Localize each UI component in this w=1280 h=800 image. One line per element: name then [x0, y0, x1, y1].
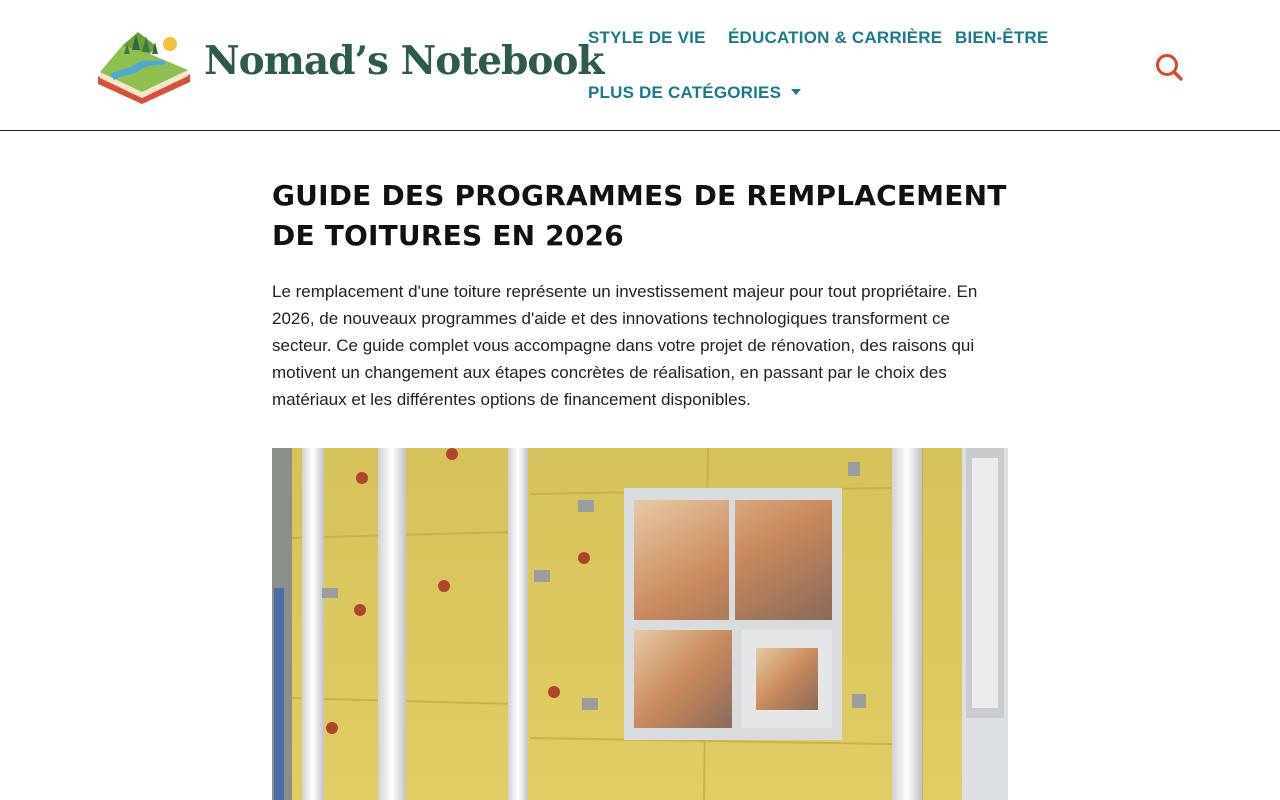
- nav-item-plus-de-categories-label: PLUS DE CATÉGORIES: [588, 83, 782, 102]
- nav-item-style-de-vie[interactable]: STYLE DE VIE: [588, 28, 706, 47]
- article-intro: Le remplacement d'une toiture représente un investissement majeur pour tout propriétaire. En 2026, de nouveaux programmes d'aide et des innovations technologiques transforment ce secteur. Ce guide complet vous accompagne dans votre projet de rénovation, des raisons qui motivent un changement aux étapes concrètes de réalisation, en passant par le choix des matériaux et les différentes options de financement disponibles.: [272, 282, 978, 409]
- site-logo-link[interactable]: [92, 24, 604, 104]
- nav-item-plus-de-categories[interactable]: [588, 83, 801, 103]
- nav-item-education-carriere[interactable]: ÉDUCATION & CARRIÈRE: [728, 28, 943, 47]
- open-book-landscape-icon: [92, 24, 196, 104]
- search-icon: [1152, 50, 1186, 84]
- search-button[interactable]: [1152, 50, 1186, 84]
- site-name: Nomad’s Notebook: [204, 38, 604, 84]
- article-title: GUIDE DES PROGRAMMES DE REMPLACEMENT DE TOITURES EN 2026: [272, 179, 1007, 252]
- hero-image: [272, 448, 1008, 800]
- site-header: [0, 0, 1280, 131]
- nav-item-bien-etre[interactable]: BIEN-ÊTRE: [955, 28, 1049, 47]
- caret-down-icon: [791, 89, 801, 95]
- insulated-wall-with-window-photo: [272, 448, 1008, 800]
